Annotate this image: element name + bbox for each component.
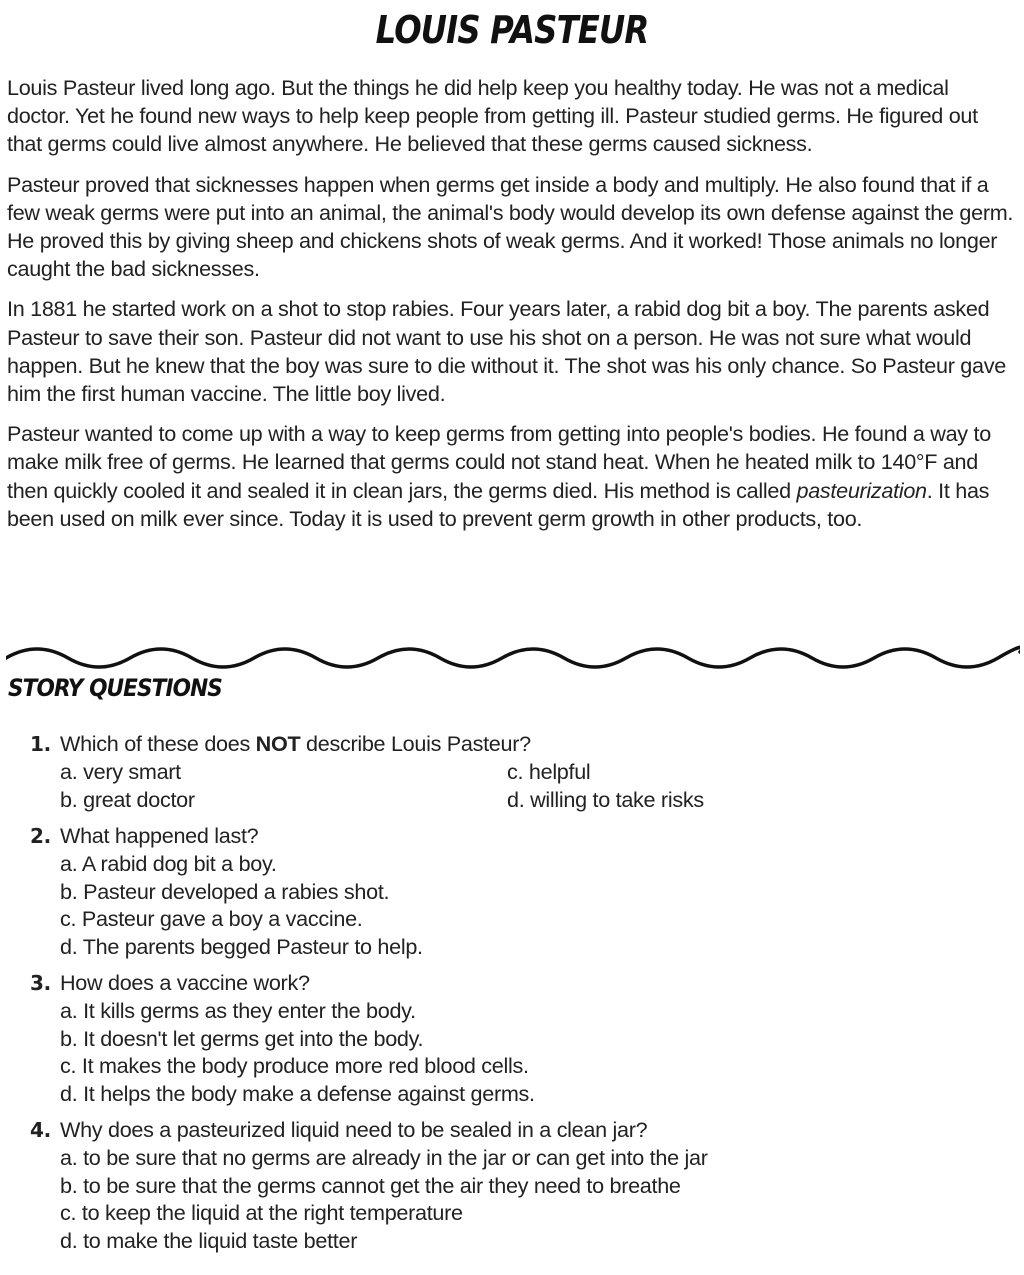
answer-option: a. very smart [60,759,181,784]
answer-option: a. A rabid dog bit a boy. [60,851,277,876]
wavy-divider [6,636,1020,676]
question-list [30,730,1010,1263]
question-2 [30,822,1010,960]
page-title: LOUIS PASTEUR [375,8,649,52]
question-text-part: describe Louis Pasteur? [300,731,531,756]
answer-option: b. Pasteur developed a rabies shot. [60,878,390,904]
answer-option: d. to make the liquid taste better [60,1227,358,1253]
question-text: How does a vaccine work? [60,970,310,995]
questions-heading: STORY QUESTIONS [8,674,222,702]
answer-option: c. helpful [507,759,591,784]
question-text [60,730,531,758]
answer-option: d. It helps the body make a defense against germs. [60,1080,535,1106]
not-emphasis: NOT [255,731,301,756]
answer-option: c. to keep the liquid at the right temperature [60,1200,463,1225]
question-text-part: Which of these does [60,731,256,756]
question-number: 2. [30,824,51,848]
question-number: 3. [30,971,51,995]
story-paragraph: In 1881 he started work on a shot to stop rabies. Four years later, a rabid dog bit a boy. The parents asked Pasteur to save their son. Pasteur did not want to use his shot on a person. He was not sure what would happen. But he knew that the boy was sure to die without it. The shot was his only chance. So Pasteur gave him the first human vaccine. The little boy lived. [7,296,1006,407]
answer-option: d. The parents begged Pasteur to help. [60,933,423,959]
answer-option: b. It doesn't let germs get into the body. [60,1025,424,1051]
paragraph-text: Pasteur wanted to come up with a way to keep germs from getting into people's bodies. He found a way to make milk free of germs. He learned that germs could not stand heat. When he heated milk to 140°F and then quickly cooled it and sealed it in clean jars, the germs died. His method is called [7,421,991,503]
story-paragraph [7,420,1015,533]
answer-option: d. willing to take risks [507,786,704,812]
answer-option: c. It makes the body produce more red blood cells. [60,1053,529,1078]
answer-option: b. great doctor [60,786,195,812]
story-text [7,74,1015,545]
answer-option: a. It kills germs as they enter the body. [60,998,416,1023]
pasteurization-term: pasteurization [796,477,927,503]
paragraph-text: . It has been used on milk ever since. Today it is used to prevent germ growth in other products, too. [7,477,990,531]
question-3 [30,969,1010,1107]
question-text: What happened last? [60,823,259,848]
question-text: Why does a pasteurized liquid need to be sealed in a clean jar? [60,1117,648,1142]
question-4 [30,1116,1010,1254]
question-number: 1. [30,732,51,756]
story-paragraph: Louis Pasteur lived long ago. But the things he did help keep you healthy today. He was not a medical doctor. Yet he found new ways to help keep people from getting ill. Pasteur studied germs. He figured out that germs could live almost anywhere. He believed that these germs caused sickness. [7,75,978,157]
answer-option: c. Pasteur gave a boy a vaccine. [60,906,363,931]
story-paragraph: Pasteur proved that sicknesses happen when germs get inside a body and multiply. He also found that if a few weak germs were put into an animal, the animal's body would develop its own defense against the germ. He proved this by giving sheep and chickens shots of weak germs. And it worked! Those animals no longer caught the bad sicknesses. [7,171,1014,282]
answer-option: a. to be sure that no germs are already in the jar or can get into the jar [60,1145,708,1170]
question-number: 4. [30,1118,51,1142]
question-1 [30,730,1010,813]
answer-option: b. to be sure that the germs cannot get the air they need to breathe [60,1172,681,1198]
